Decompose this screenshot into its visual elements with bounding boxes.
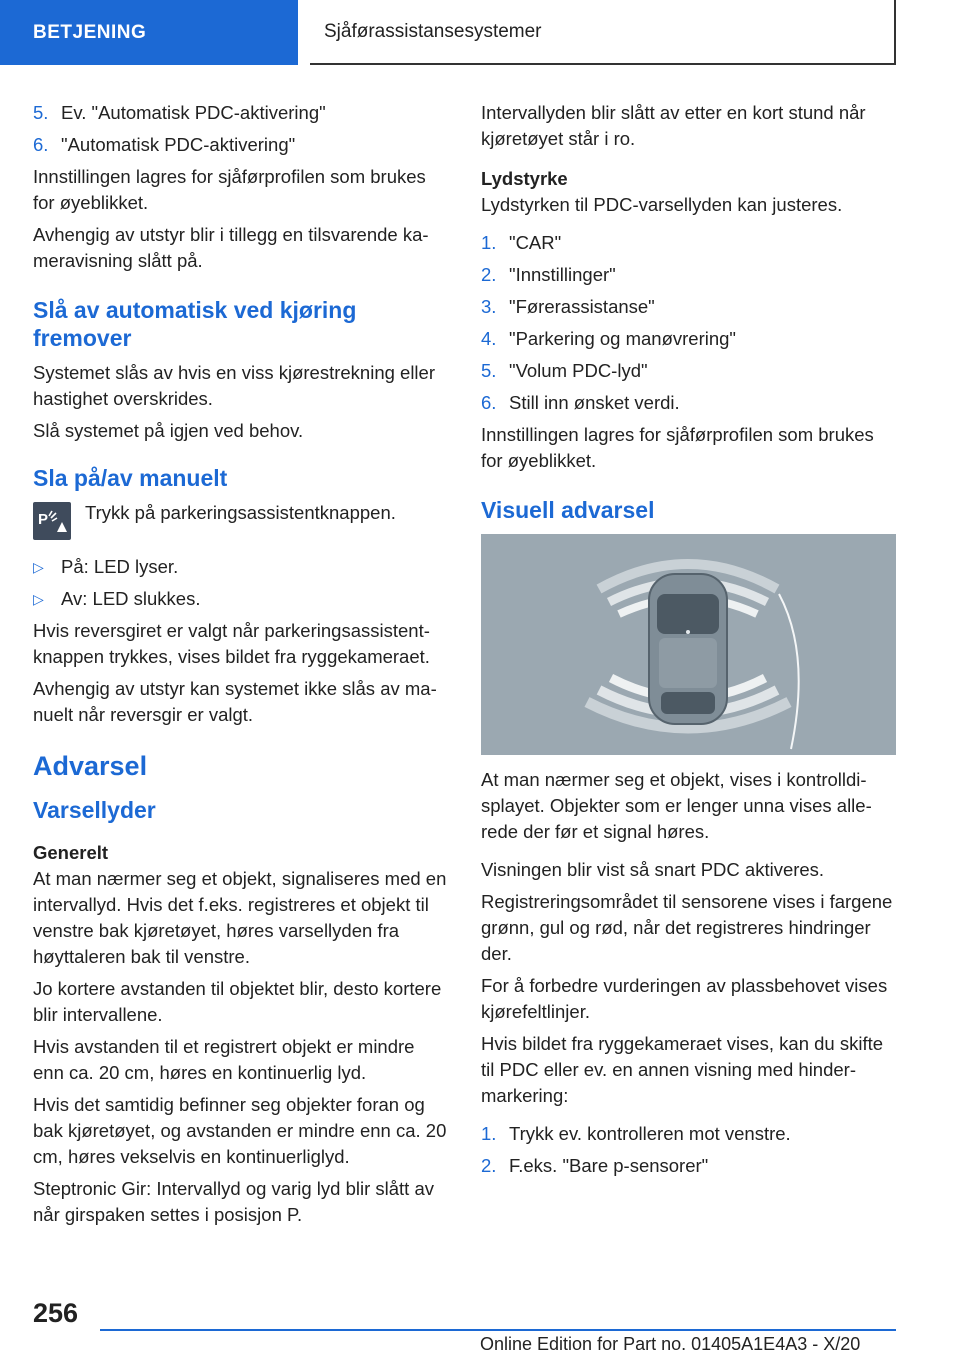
- paragraph: Slå systemet på igjen ved behov.: [33, 420, 304, 441]
- bullet-item: [33, 554, 447, 580]
- parking-assistant-button-icon: [33, 502, 71, 540]
- sub-heading: Generelt: [33, 842, 109, 863]
- list-text: "Automatisk PDC-aktivering": [61, 134, 296, 155]
- list-text: "Parkering og manøvrering": [509, 328, 737, 349]
- list-item: [481, 1121, 896, 1147]
- list-item: [481, 262, 896, 288]
- list-number: 2.: [481, 264, 497, 285]
- list-text: "Volum PDC-lyd": [509, 360, 648, 381]
- paragraph: For å forbedre vurderingen av plassbehovet vises kjørefeltlinjer.: [481, 975, 888, 1022]
- paragraph: Visningen blir vist så snart PDC aktiveres.: [481, 859, 825, 880]
- section-heading: Slå av automatisk ved kjøring fremover: [33, 297, 357, 351]
- bullet-text: På: LED lyser.: [61, 556, 179, 577]
- edition-note: Online Edition for Part no. 01405A1E4A3 - X/20: [480, 1334, 861, 1354]
- paragraph: Hvis bildet fra ryggekameraet vises, kan du skifte til PDC eller ev. en annen visning med hindermarkering:: [481, 1033, 884, 1106]
- bullet-item: [33, 586, 447, 612]
- list-item: [481, 390, 896, 416]
- bullet-text: Av: LED slukkes.: [61, 588, 201, 609]
- list-text: "Innstillinger": [509, 264, 616, 285]
- list-number: 1.: [481, 232, 497, 253]
- svg-text:P: P: [38, 511, 49, 528]
- footer-divider: [100, 1329, 896, 1331]
- list-text: Trykk ev. kontrolleren mot venstre.: [509, 1123, 791, 1144]
- paragraph: Steptronic Gir: Intervallyd og varig lyd blir slått av når girspaken settes i posisjon P.: [33, 1178, 434, 1225]
- paragraph: Hvis avstanden til et registrert objekt er mindre enn ca. 20 cm, høres en kontinuerlig lyd.: [33, 1036, 415, 1083]
- button-instruction: [33, 500, 447, 540]
- list-item: [33, 100, 447, 126]
- paragraph: Hvis reversgiret er valgt når parkeringsassistentknappen trykkes, vises bildet fra ryggekameraet.: [33, 620, 430, 667]
- list-text: Ev. "Automatisk PDC-aktivering": [61, 102, 326, 123]
- list-number: 3.: [481, 296, 497, 317]
- section-tab: [0, 0, 298, 65]
- chapter-heading: Advarsel: [33, 751, 148, 781]
- triangle-right-outline-icon: ▷: [33, 591, 44, 607]
- paragraph: Innstillingen lagres for sjåførprofilen som brukes for øyeblikket.: [481, 424, 874, 471]
- paragraph: At man nærmer seg et objekt, signaliseres med en intervallyd. Hvis det f.eks. registreres et objekt til venstre bak kjøretøyet, høres varsellyden fra høyttaleren bak til venstre.: [33, 868, 447, 967]
- list-text: F.eks. "Bare p-sensorer": [509, 1155, 709, 1176]
- paragraph: Innstillingen lagres for sjåførprofilen som brukes for øyeblikket.: [33, 166, 426, 213]
- section-heading: Sla på/av manuelt: [33, 465, 228, 491]
- paragraph: At man nærmer seg et objekt, vises i kontrolldisplayet. Objekter som er lenger unna vises allerede der før et signal høres.: [481, 769, 872, 842]
- paragraph: Intervallyden blir slått av etter en kort stund når kjøretøyet står i ro.: [481, 102, 866, 149]
- paragraph: Systemet slås av hvis en viss kjørestrekning eller hastighet overskrides.: [33, 362, 435, 409]
- chapter-header: [310, 0, 896, 65]
- list-text: "CAR": [509, 232, 562, 253]
- section-heading: Visuell advarsel: [481, 497, 655, 523]
- list-item: [481, 358, 896, 384]
- chapter-title: Sjåførassistansesystemer: [324, 20, 542, 42]
- list-item: [481, 230, 896, 256]
- right-column: [481, 100, 896, 1185]
- list-number: 6.: [481, 392, 497, 413]
- list-number: 1.: [481, 1123, 497, 1144]
- section-heading: Varsellyder: [33, 797, 156, 823]
- list-item: [481, 326, 896, 352]
- list-text: "Førerassistanse": [509, 296, 655, 317]
- section-title: BETJENING: [33, 21, 147, 43]
- paragraph: Lydstyrken til PDC-varsellyden kan justeres.: [481, 194, 843, 215]
- triangle-right-outline-icon: ▷: [33, 559, 44, 575]
- button-instruction-text: Trykk på parkeringsassistentknappen.: [85, 502, 396, 523]
- list-number: 6.: [33, 134, 49, 155]
- paragraph: Jo kortere avstanden til objektet blir, desto kortere blir intervallene.: [33, 978, 442, 1025]
- pdc-display-illustration: [481, 534, 896, 755]
- paragraph: Registreringsområdet til sensorene vises i fargene grønn, gul og rød, når det registreres hindringer der.: [481, 891, 893, 964]
- list-number: 4.: [481, 328, 497, 349]
- left-column: [33, 100, 447, 1234]
- paragraph: Avhengig av utstyr blir i tillegg en tilsvarende kameravisning slått på.: [33, 224, 429, 271]
- list-number: 2.: [481, 1155, 497, 1176]
- list-item: [481, 294, 896, 320]
- pdc-car-illustration-icon: [481, 534, 896, 755]
- page-number: 256: [33, 1298, 79, 1328]
- list-item: [481, 1153, 896, 1179]
- paragraph: Hvis det samtidig befinner seg objekter foran og bak kjøretøyet, og avstanden er mindre enn ca. 20 cm, høres vekselvis en kontinuerliglyd.: [33, 1094, 447, 1167]
- paragraph: Avhengig av utstyr kan systemet ikke slås av manuelt når reversgir er valgt.: [33, 678, 437, 725]
- list-item: [33, 132, 447, 158]
- sub-heading: Lydstyrke: [481, 168, 568, 189]
- list-number: 5.: [481, 360, 497, 381]
- list-number: 5.: [33, 102, 49, 123]
- list-text: Still inn ønsket verdi.: [509, 392, 680, 413]
